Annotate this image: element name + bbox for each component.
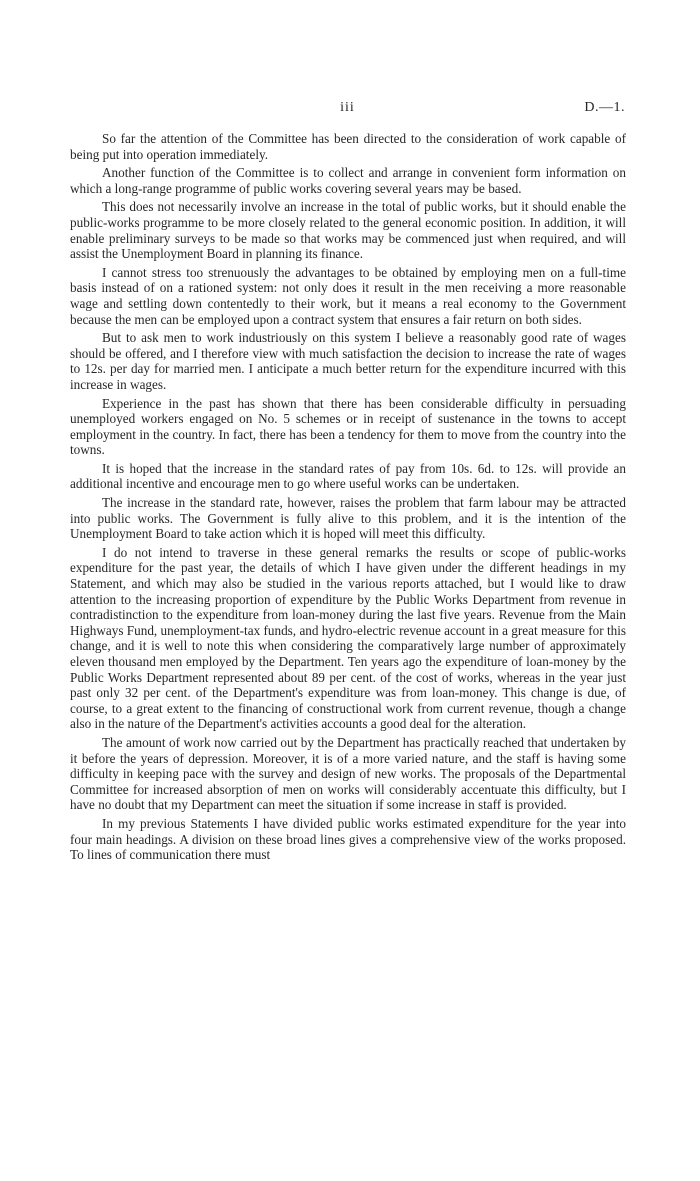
page-number: iii	[340, 100, 355, 115]
paragraph: But to ask men to work industriously on this system I believe a reasonably good rate of wages should be offered, and I therefore view with much satisfaction the decision to increase the rate of wages to 12s. per day for married men. I anticipate a much better return for the expenditure incurred with this increase in wages.	[70, 330, 626, 392]
paragraph: This does not necessarily involve an increase in the total of public works, but it should enable the public-works programme to be more closely related to the general economic position. In addition, it will enable preliminary surveys to be made so that works may be commenced just when required, and will assist the Unemployment Board in planning its finance.	[70, 199, 626, 262]
paragraph: Experience in the past has shown that there has been considerable difficulty in persuading unemployed workers engaged on No. 5 schemes or in receipt of sustenance in the towns to accept employment in the country. In fact, there has been a tendency for them to move from the country into the towns.	[70, 395, 626, 458]
body-text	[70, 131, 626, 866]
paragraph: The amount of work now carried out by the Department has practically reached that undertaken by it before the years of depression. Moreover, it is of a more varied nature, and the staff is having some difficulty in keeping pace with the survey and design of new works. The proposals of the Departmental Committee for increased absorption of men on works will considerably accentuate this difficulty, but I have no doubt that my Department can meet the situation if some increase in staff is provided.	[70, 734, 626, 813]
page-header	[70, 100, 625, 122]
paragraph: The increase in the standard rate, however, raises the problem that farm labour may be attracted into public works. The Government is fully alive to this problem, and it is the intention of the Unemployment Board to take action which it is hoped will meet this difficulty.	[70, 495, 626, 542]
paragraph: I do not intend to traverse in these general remarks the results or scope of public-works expenditure for the past year, the details of which I have given under the different headings in my Statement, and which may also be studied in the various reports attached, but I would like to draw attention to the increasing proportion of expenditure by the Public Works Department from revenue in contradistinction to the expenditure from loan-money during the last five years. Revenue from the Main Highways Fund, unemployment-tax funds, and hydro-electric revenue account in a great measure for this change, and it is well to note this when considering the comparatively large number of approximately eleven thousand men employed by the Department. Ten years ago the expenditure of loan-money by the Public Works Department represented about 89 per cent. of the cost of works, whereas in the year just past only 32 per cent. of the Department's expenditure was from loan-money. This change is due, of course, to a great extent to the financing of constructional work from current revenue, though a change also in the nature of the Department's activities accounts a good deal for the alteration.	[70, 544, 626, 732]
paragraph: It is hoped that the increase in the standard rates of pay from 10s. 6d. to 12s. will provide an additional incentive and encourage men to go where useful works can be undertaken.	[70, 460, 626, 492]
paragraph: In my previous Statements I have divided public works estimated expenditure for the year into four main headings. A division on these broad lines gives a comprehensive view of the works proposed. To lines of communication there must	[70, 815, 626, 863]
paragraph: I cannot stress too strenuously the advantages to be obtained by employing men on a full-time basis instead of on a rationed system: not only does it result in the men receiving a more reasonable wage and settling down contentedly to their work, but it means a real economy to the Government because the men can be employed upon a contract system that ensures a fair return on both sides.	[70, 264, 626, 327]
paragraph: So far the attention of the Committee has been directed to the consideration of work capable of being put into operation immediately.	[70, 131, 626, 162]
document-reference: D.—1.	[584, 100, 625, 115]
paragraph: Another function of the Committee is to collect and arrange in convenient form information on which a long-range programme of public works covering several years may be based.	[70, 165, 626, 196]
